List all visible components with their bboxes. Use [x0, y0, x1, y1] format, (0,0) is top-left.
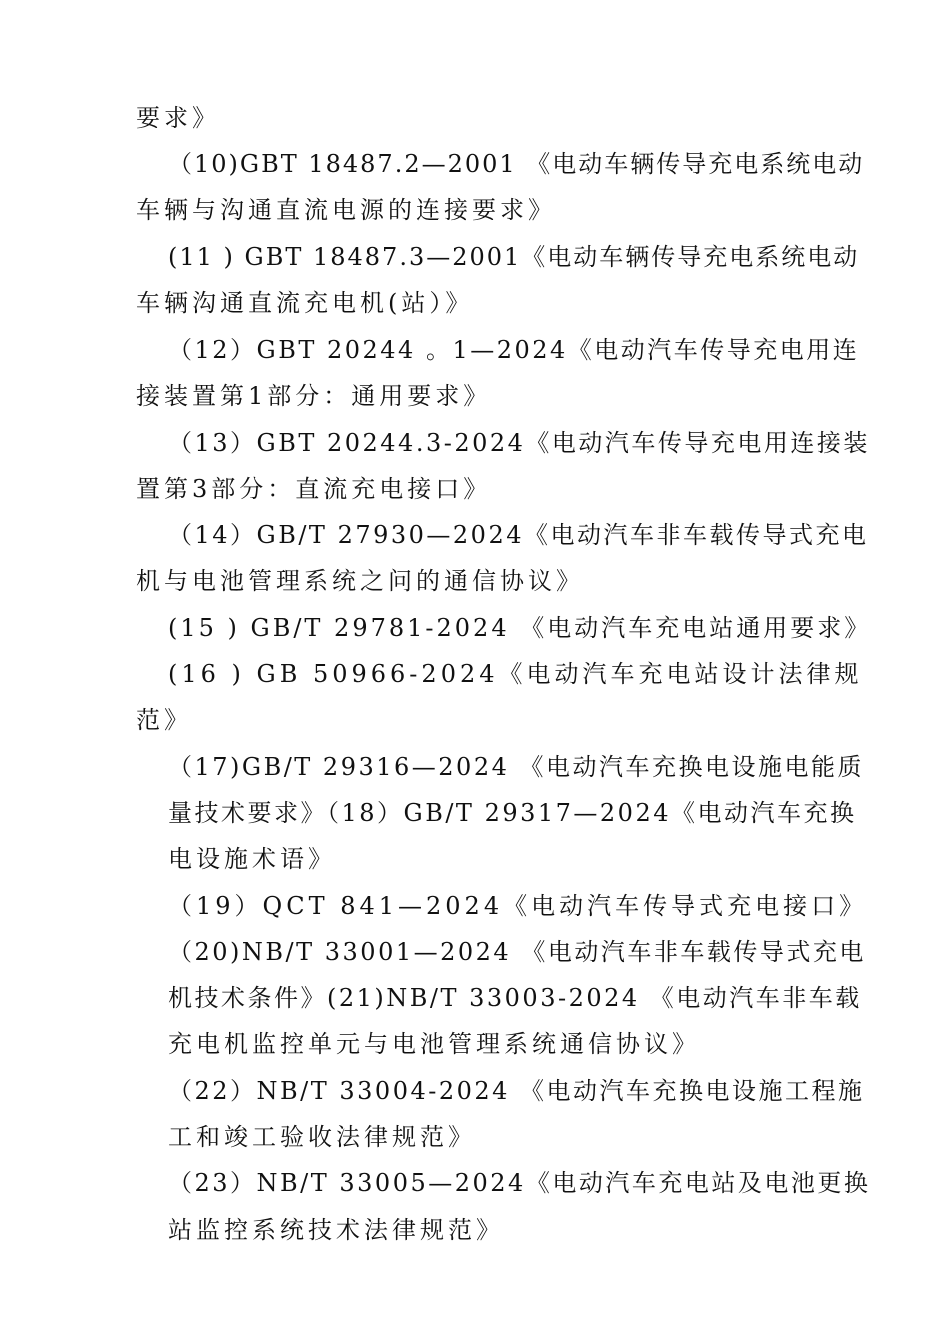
text-line: （17)GB/T 29316—2024 《电动汽车充换电设施电能质 — [168, 753, 864, 781]
text-line: 充电机监控单元与电池管理系统通信协议》 — [168, 1030, 700, 1058]
text-line: 置第3部分：直流充电接口》 — [136, 475, 492, 503]
text-line: 要求》 — [136, 104, 220, 132]
text-line: (11 ) GBT 18487.3—2001《电动车辆传导充电系统电动 — [168, 243, 860, 271]
text-line: （10)GBT 18487.2—2001 《电动车辆传导充电系统电动 — [168, 150, 865, 178]
text-line: (15 ) GB/T 29781-2024 《电动汽车充电站通用要求》 — [168, 614, 872, 642]
text-line: 机技术条件》(21)NB/T 33003-2024 《电动汽车非车载 — [168, 984, 862, 1012]
text-line: （12）GBT 20244 。1—2024《电动汽车传导充电用连 — [168, 336, 860, 364]
text-line: （13）GBT 20244.3-2024《电动汽车传导充电用连接装 — [168, 429, 870, 457]
text-line: 接装置第1部分：通用要求》 — [136, 382, 492, 410]
text-line: 站监控系统技术法律规范》 — [168, 1216, 504, 1244]
text-line: （23）NB/T 33005—2024《电动汽车充电站及电池更换 — [168, 1169, 871, 1197]
text-line: （14）GB/T 27930—2024《电动汽车非车载传导式充电 — [168, 521, 869, 549]
text-line: 量技术要求》（18）GB/T 29317—2024《电动汽车充换 — [168, 799, 857, 827]
text-line: （22）NB/T 33004-2024 《电动汽车充换电设施工程施 — [168, 1077, 865, 1105]
text-line: （20)NB/T 33001—2024 《电动汽车非车载传导式充电 — [168, 938, 866, 966]
text-line: 车辆沟通直流充电机(站）》 — [136, 289, 474, 317]
text-line: 机与电池管理系统之问的通信协议》 — [136, 567, 584, 595]
text-line: 工和竣工验收法律规范》 — [168, 1123, 476, 1151]
text-line: 电设施术语》 — [168, 845, 336, 873]
text-line: 车辆与沟通直流电源的连接要求》 — [136, 196, 556, 224]
text-line: (16 ) GB 50966-2024《电动汽车充电站设计法律规 — [168, 660, 863, 688]
text-line: 范》 — [136, 706, 192, 734]
text-line: （19）QCT 841—2024《电动汽车传导式充电接口》 — [168, 892, 868, 920]
